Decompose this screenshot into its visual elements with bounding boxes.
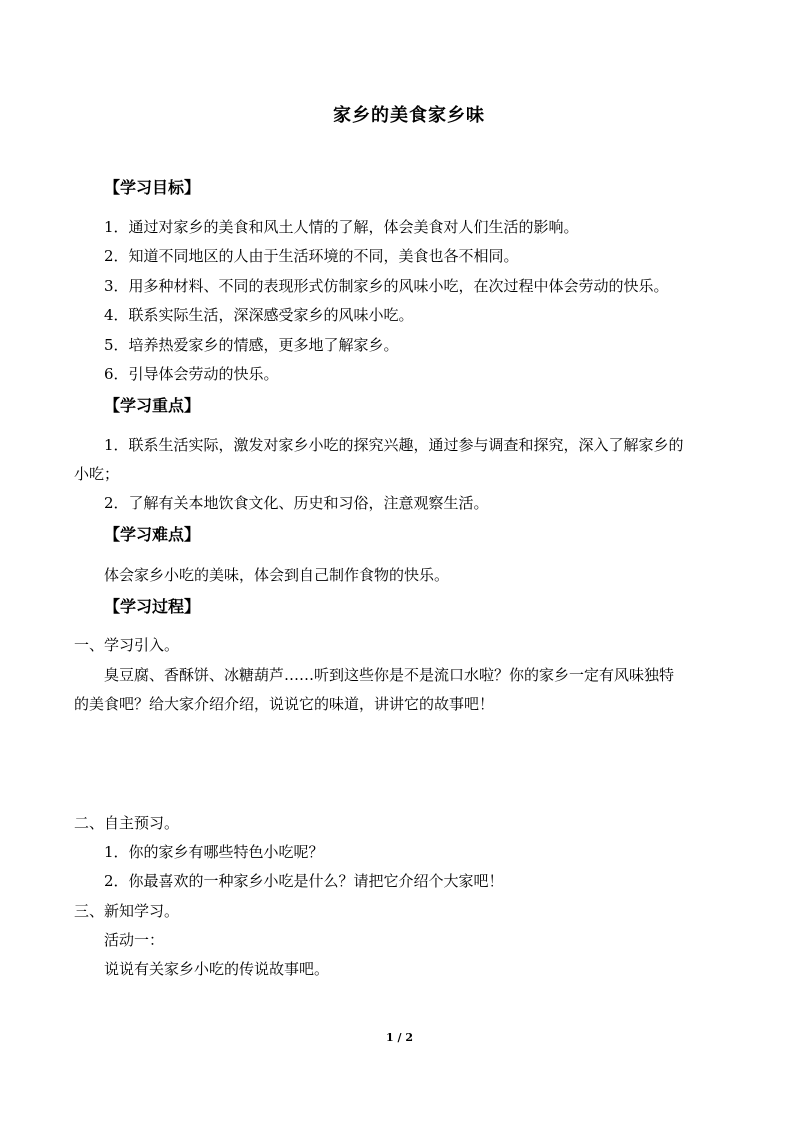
section-2-question-2: 2．你最喜欢的一种家乡小吃是什么？请把它介绍个大家吧！: [104, 872, 504, 890]
goal-item-6: 6．引导体会劳动的快乐。: [104, 365, 279, 383]
key-point-1-line-2: 小吃；: [74, 465, 120, 483]
section-1-title: 一、学习引入。: [74, 636, 180, 654]
section-2-question-1: 1．你的家乡有哪些特色小吃呢？: [104, 843, 324, 861]
section-1-text-line-1: 臭豆腐、香酥饼、冰糖葫芦……听到这些你是不是流口水啦？你的家乡一定有风味独特: [104, 666, 675, 684]
difficulties-text: 体会家乡小吃的美味，体会到自己制作食物的快乐。: [104, 566, 450, 584]
section-1-text-line-2: 的美食吧？给大家介绍介绍，说说它的味道，讲讲它的故事吧！: [74, 695, 495, 713]
key-points-heading: 【学习重点】: [104, 396, 201, 415]
key-point-1-line-1: 1．联系生活实际，激发对家乡小吃的探究兴趣，通过参与调查和探究，深入了解家乡的: [104, 436, 684, 454]
activity-text: 说说有关家乡小吃的传说故事吧。: [104, 960, 330, 978]
section-3-title: 三、新知学习。: [74, 902, 180, 920]
section-2-title: 二、自主预习。: [74, 814, 180, 832]
goal-item-3: 3．用多种材料、不同的表现形式仿制家乡的风味小吃，在次过程中体会劳动的快乐。: [104, 277, 669, 295]
process-heading: 【学习过程】: [104, 597, 201, 616]
goals-heading: 【学习目标】: [104, 178, 201, 197]
goal-item-2: 2．知道不同地区的人由于生活环境的不同，美食也各不相同。: [104, 247, 519, 265]
activity-label: 活动一：: [104, 931, 165, 949]
goal-item-1: 1．通过对家乡的美食和风土人情的了解，体会美食对人们生活的影响。: [104, 218, 579, 236]
goal-item-4: 4．联系实际生活，深深感受家乡的风味小吃。: [104, 306, 414, 324]
key-point-2: 2．了解有关本地饮食文化、历史和习俗，注意观察生活。: [104, 494, 489, 512]
difficulties-heading: 【学习难点】: [104, 525, 201, 544]
page-title: 家乡的美食家乡味: [333, 105, 485, 126]
page-number: 1 / 2: [386, 1031, 413, 1044]
goal-item-5: 5．培养热爱家乡的情感，更多地了解家乡。: [104, 336, 399, 354]
